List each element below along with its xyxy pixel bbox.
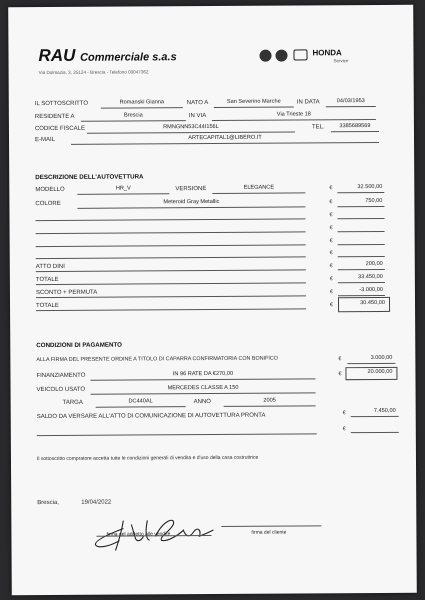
blank-line [36, 218, 306, 221]
firma-value: 3.000,00 [370, 354, 393, 362]
company-name-bold: RAU [38, 45, 76, 66]
nato-line [214, 106, 294, 107]
client-sign-line [221, 525, 321, 527]
totale-label: TOTALE [35, 276, 59, 284]
atto-label: ATTO DINI [35, 263, 65, 271]
modello-value: HR_V [115, 185, 131, 192]
anno-value: 2005 [263, 397, 276, 404]
euro-sign: € [329, 276, 333, 283]
tel-value: 3385689569 [339, 123, 371, 130]
firma-label: ALLA FIRMA DEL PRESENTE ORDINE A TITOLO DI CAPARRA CONFIRMATORIA CON BONIFICO [36, 355, 279, 364]
euro-sign: € [329, 212, 333, 219]
totale-value: 33.450,00 [357, 273, 383, 281]
totale-line [36, 282, 306, 285]
client-sign-label: firma del cliente [251, 529, 287, 536]
colore-price: 750,00 [365, 197, 383, 205]
blank-price-line [338, 244, 385, 245]
saldo-value: 7.450,00 [373, 407, 396, 415]
euro-sign: € [330, 302, 334, 309]
blank-line [36, 244, 306, 247]
colore-label: COLORE [35, 200, 61, 208]
order-form-page [8, 5, 417, 595]
blank-price-line [351, 432, 399, 433]
totale-price-line [338, 282, 385, 283]
via-label: IN VIA [188, 113, 207, 120]
targa-value: DC440AL [128, 398, 153, 405]
euro-sign: € [329, 185, 333, 192]
usato-value: MERCEDES CLASSE A 150 [167, 384, 239, 392]
blank-price-line [338, 218, 385, 219]
anno-label: ANNO [193, 399, 211, 406]
via-value: Via Trieste 18 [276, 111, 311, 118]
fin-value: 20.000,00 [367, 368, 393, 376]
tel-label: TEL. [311, 124, 325, 131]
euro-sign: € [342, 426, 346, 433]
brand-name: HONDA [312, 48, 342, 58]
vehicle-section-title: DESCRIZIONE DELL'AUTOVETTURA [35, 173, 144, 182]
data-value: 04/03/1953 [336, 98, 365, 105]
residente-value: Brescia [124, 112, 143, 119]
totale2-label: TOTALE [36, 302, 59, 310]
blank-line [36, 256, 306, 259]
via-line [212, 119, 376, 121]
blank-price-line [338, 231, 385, 232]
sottoscritto-value: Romanski Gianna [119, 99, 165, 106]
cf-line [87, 131, 295, 133]
sottoscritto-line [101, 107, 183, 109]
residente-line [81, 120, 186, 122]
email-value: ARTECAPITAL1@LIBERO.IT [188, 134, 262, 142]
data-label: IN DATA [296, 99, 320, 106]
modello-line [77, 193, 169, 195]
sottoscritto-label: IL SOTTOSCRITTO [34, 100, 89, 108]
sconto-value: -3.000,00 [359, 286, 383, 294]
euro-sign: € [338, 371, 342, 378]
modello-price: 32.500,00 [357, 183, 383, 191]
modello-price-line [337, 192, 384, 193]
atto-price-line [338, 269, 385, 270]
euro-sign: € [329, 263, 333, 270]
company-name-rest: Commerciale s.a.s [80, 51, 177, 64]
seller-sign-label: firma del addetto alle vendite [106, 531, 171, 538]
tel-line [331, 131, 379, 132]
cf-value: RMNGNN53C44I156L [163, 123, 219, 131]
atto-value: 200,00 [365, 260, 383, 268]
euro-sign: € [329, 199, 333, 206]
euro-sign: € [329, 250, 333, 257]
place: Brescia, [37, 499, 59, 507]
anno-line [224, 405, 316, 407]
data-line [326, 106, 376, 107]
versione-value: ELEGANCE [243, 184, 275, 191]
euro-sign: € [329, 289, 334, 296]
nato-value: San Severino Marche [226, 98, 281, 105]
blank-line [36, 231, 306, 234]
euro-sign: € [329, 238, 333, 245]
versione-line [212, 192, 305, 194]
euro-sign: € [338, 356, 342, 363]
payment-section-title: CONDIZIONI DI PAGAMENTO [36, 341, 123, 350]
fin-value-box [345, 367, 397, 380]
colore-value: Meteroid Gray Metallic [163, 198, 220, 206]
euro-sign: € [329, 225, 333, 232]
versione-label: VERSIONE [175, 186, 207, 193]
sconto-label: SCONTO + PERMUTA [35, 289, 98, 297]
honda-logo-icon [293, 49, 307, 60]
email-label: E-MAIL [35, 136, 56, 144]
usato-line [91, 392, 316, 394]
colore-price-line [337, 206, 384, 207]
euro-sign: € [342, 410, 346, 417]
company-name [38, 46, 176, 64]
residente-label: RESIDENTE A [34, 113, 75, 121]
modello-label: MODELLO [35, 186, 65, 194]
firma-line [347, 363, 395, 364]
blank-line [37, 433, 317, 436]
atto-line [36, 269, 306, 272]
saldo-label: SALDO DA VERSARE ALL'ATTO DI COMUNICAZIONE DI AUTOVETTURA PRONTA [36, 412, 266, 421]
targa-label: TARGA [62, 399, 83, 406]
fin-desc: IN 96 RATE DA €270,00 [172, 370, 234, 378]
accept-text: Il sottoscritto compratore accetta tutte le condizioni generali di vendita e d'uso della casa costruttrice [36, 454, 259, 463]
totale2-line [36, 308, 306, 311]
totale2-value: 30.450,00 [360, 299, 386, 307]
date: 19/04/2022 [81, 499, 112, 506]
fin-line [90, 378, 315, 380]
fin-label: FINANZIAMENTO [36, 372, 86, 380]
fiat-logo-icon [259, 50, 271, 62]
usato-label: VEICOLO USATO [36, 386, 86, 394]
saldo-line [351, 416, 399, 417]
blank-price-line [338, 256, 385, 257]
cf-label: CODICE FISCALE [34, 125, 85, 133]
lancia-logo-icon [275, 50, 287, 62]
brand-sub: Service [333, 58, 349, 64]
targa-line [96, 406, 186, 408]
company-address: Via Dolmazia, 3, 25124 - Brescia - Telefono 03047362 [38, 69, 149, 76]
colore-line [77, 206, 305, 208]
nato-label: NATO A [186, 100, 209, 107]
